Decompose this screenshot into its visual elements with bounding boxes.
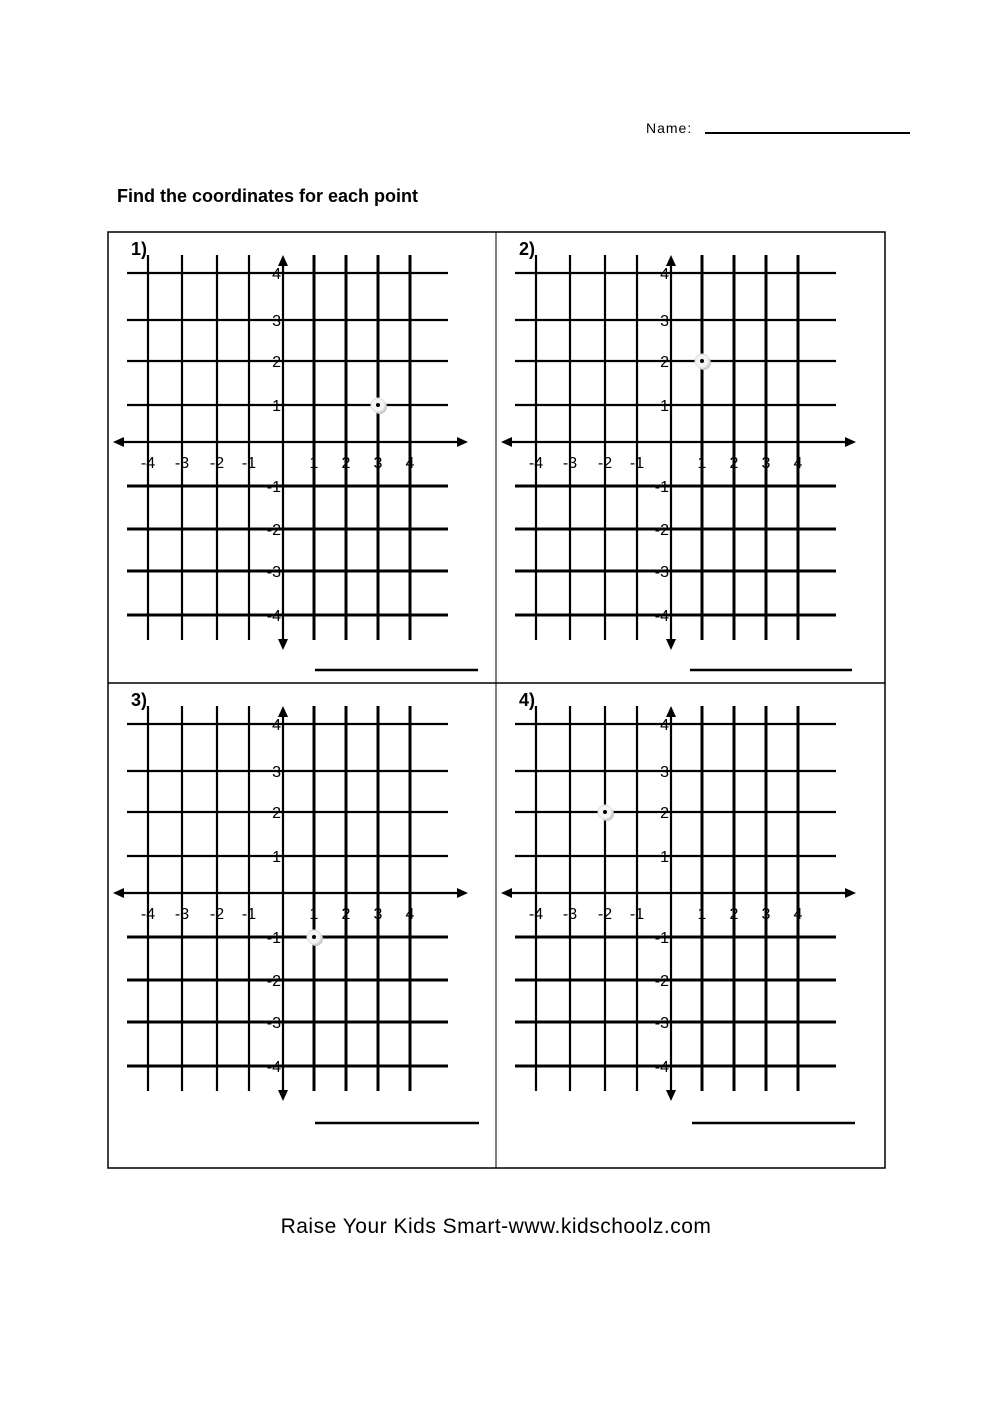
x-axis-left-arrow-icon bbox=[501, 437, 512, 447]
x-tick-label: 1 bbox=[697, 455, 707, 472]
x-tick-label: -1 bbox=[241, 455, 257, 472]
x-tick-label: 2 bbox=[729, 455, 739, 472]
x-tick-label: 2 bbox=[729, 906, 739, 923]
x-axis-right-arrow-icon bbox=[457, 888, 468, 898]
y-tick-label: 1 bbox=[660, 398, 669, 415]
y-axis-up-arrow-icon bbox=[666, 706, 676, 717]
y-tick-label: -2 bbox=[654, 973, 669, 990]
coordinate-grid-2 bbox=[501, 239, 856, 650]
x-axis-left-arrow-icon bbox=[113, 437, 124, 447]
y-tick-label: 3 bbox=[660, 313, 669, 330]
y-tick-label: 1 bbox=[660, 849, 669, 866]
x-tick-label: -1 bbox=[241, 906, 257, 923]
y-tick-label: -4 bbox=[266, 608, 281, 625]
y-tick-label: 4 bbox=[660, 266, 669, 283]
x-tick-label: -4 bbox=[528, 906, 544, 923]
y-tick-label: 3 bbox=[272, 313, 281, 330]
y-tick-label: 2 bbox=[660, 354, 669, 371]
y-tick-label: -2 bbox=[266, 522, 281, 539]
plotted-point-center bbox=[700, 359, 704, 363]
x-tick-label: 1 bbox=[309, 906, 319, 923]
x-axis-right-arrow-icon bbox=[457, 437, 468, 447]
problem-number: 2) bbox=[519, 239, 536, 259]
y-tick-label: -2 bbox=[654, 522, 669, 539]
x-tick-label: -3 bbox=[562, 455, 578, 472]
x-tick-label: 4 bbox=[793, 906, 803, 923]
y-tick-label: 1 bbox=[272, 398, 281, 415]
x-tick-label: 4 bbox=[405, 455, 415, 472]
y-tick-label: -4 bbox=[266, 1059, 281, 1076]
y-tick-label: -1 bbox=[266, 930, 281, 947]
name-label: Name: bbox=[646, 120, 693, 136]
x-tick-label: -2 bbox=[597, 455, 613, 472]
y-axis-down-arrow-icon bbox=[666, 639, 676, 650]
x-tick-label: 3 bbox=[373, 455, 383, 472]
y-tick-label: -4 bbox=[654, 608, 669, 625]
x-axis-left-arrow-icon bbox=[501, 888, 512, 898]
y-tick-label: -3 bbox=[654, 1015, 669, 1032]
x-tick-label: -4 bbox=[528, 455, 544, 472]
coordinate-grid-4 bbox=[501, 690, 856, 1101]
y-axis-down-arrow-icon bbox=[278, 639, 288, 650]
y-axis-down-arrow-icon bbox=[666, 1090, 676, 1101]
y-axis-down-arrow-icon bbox=[278, 1090, 288, 1101]
plotted-point-center bbox=[603, 810, 607, 814]
x-axis-right-arrow-icon bbox=[845, 888, 856, 898]
y-tick-label: 3 bbox=[660, 764, 669, 781]
y-tick-label: 3 bbox=[272, 764, 281, 781]
y-tick-label: -1 bbox=[654, 479, 669, 496]
x-tick-label: 3 bbox=[761, 455, 771, 472]
y-tick-label: 4 bbox=[660, 717, 669, 734]
x-tick-label: -1 bbox=[629, 906, 645, 923]
x-tick-label: 2 bbox=[341, 906, 351, 923]
y-tick-label: 2 bbox=[660, 805, 669, 822]
x-axis-left-arrow-icon bbox=[113, 888, 124, 898]
y-tick-label: -3 bbox=[266, 564, 281, 581]
x-tick-label: -3 bbox=[562, 906, 578, 923]
y-tick-label: -1 bbox=[266, 479, 281, 496]
x-tick-label: -4 bbox=[140, 455, 156, 472]
x-tick-label: 3 bbox=[761, 906, 771, 923]
x-tick-label: -1 bbox=[629, 455, 645, 472]
instructions-heading: Find the coordinates for each point bbox=[117, 186, 419, 206]
problem-number: 1) bbox=[131, 239, 148, 259]
y-axis-up-arrow-icon bbox=[278, 706, 288, 717]
x-tick-label: 1 bbox=[697, 906, 707, 923]
y-tick-label: -3 bbox=[654, 564, 669, 581]
y-tick-label: 1 bbox=[272, 849, 281, 866]
x-tick-label: -3 bbox=[174, 906, 190, 923]
footer-text: Raise Your Kids Smart-www.kidschoolz.com bbox=[280, 1215, 712, 1238]
coordinate-grid-3 bbox=[113, 690, 468, 1101]
y-tick-label: -4 bbox=[654, 1059, 669, 1076]
y-tick-label: 2 bbox=[272, 805, 281, 822]
x-axis-right-arrow-icon bbox=[845, 437, 856, 447]
coordinate-grid-1 bbox=[113, 239, 468, 650]
x-tick-label: 4 bbox=[793, 455, 803, 472]
problem-number: 4) bbox=[519, 690, 536, 710]
y-tick-label: -1 bbox=[654, 930, 669, 947]
y-tick-label: -2 bbox=[266, 973, 281, 990]
y-tick-label: 4 bbox=[272, 717, 281, 734]
plotted-point-center bbox=[376, 403, 380, 407]
x-tick-label: -2 bbox=[209, 906, 225, 923]
x-tick-label: 1 bbox=[309, 455, 319, 472]
y-tick-label: 4 bbox=[272, 266, 281, 283]
x-tick-label: 4 bbox=[405, 906, 415, 923]
y-axis-up-arrow-icon bbox=[278, 255, 288, 266]
y-tick-label: -3 bbox=[266, 1015, 281, 1032]
x-tick-label: 3 bbox=[373, 906, 383, 923]
x-tick-label: -2 bbox=[209, 455, 225, 472]
x-tick-label: -2 bbox=[597, 906, 613, 923]
problem-number: 3) bbox=[131, 690, 148, 710]
y-tick-label: 2 bbox=[272, 354, 281, 371]
x-tick-label: -4 bbox=[140, 906, 156, 923]
y-axis-up-arrow-icon bbox=[666, 255, 676, 266]
plotted-point-center bbox=[312, 935, 316, 939]
x-tick-label: -3 bbox=[174, 455, 190, 472]
x-tick-label: 2 bbox=[341, 455, 351, 472]
